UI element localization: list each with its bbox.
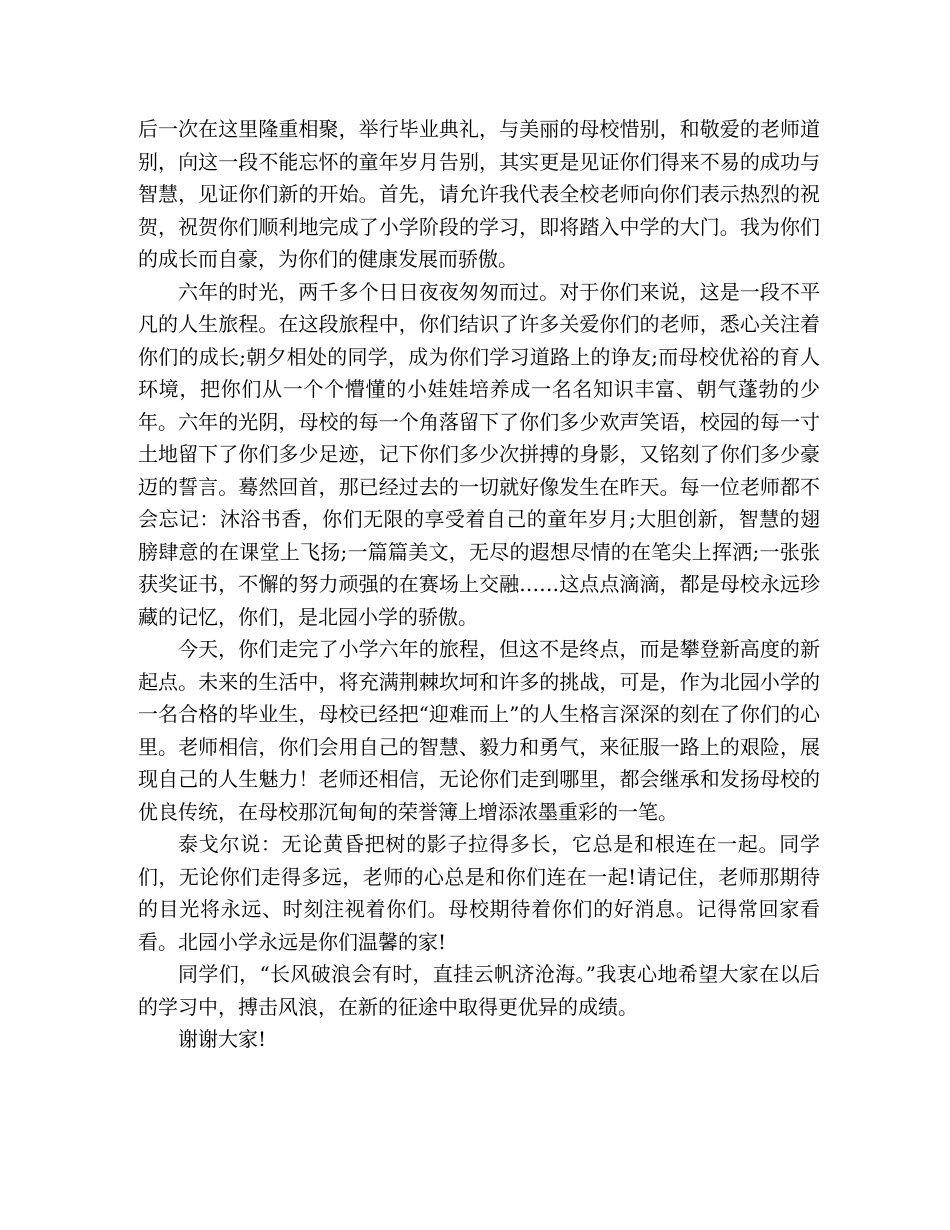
paragraph-tagore-quote: 泰戈尔说：无论黄昏把树的影子拉得多长，它总是和根连在一起。同学们，无论你们走得多远，老师的心总是和你们连在一起!请记住，老师那期待的目光将永远、时刻注视着你们。母校期待着你们的好消息。记得常回家看看。北园小学永远是你们温馨的家! [138, 832, 820, 954]
paragraph-wishes: 同学们，“长风破浪会有时，直挂云帆济沧海。”我衷心地希望大家在以后的学习中，搏击风浪，在新的征途中取得更优异的成绩。 [138, 962, 820, 1019]
paragraph-new-start: 今天，你们走完了小学六年的旅程，但这不是终点，而是攀登新高度的新起点。未来的生活中，将充满荆棘坎坷和许多的挑战，可是，作为北园小学的一名合格的毕业生，母校已经把“迎难而上”的人生格言深深的刻在了你们的心里。老师相信，你们会用自己的智慧、毅力和勇气，来征服一路上的艰险，展现自己的人生魅力！老师还相信，无论你们走到哪里，都会继承和发扬母校的优良传统，在母校那沉甸甸的荣誉簿上增添浓墨重彩的一笔。 [138, 637, 820, 824]
paragraph-thanks: 谢谢大家! [178, 1027, 267, 1051]
speech-body [138, 113, 820, 1056]
paragraph-farewell-opening: 后一次在这里隆重相聚，举行毕业典礼，与美丽的母校惜别，和敬爱的老师道别，向这一段不能忘怀的童年岁月告别，其实更是见证你们得来不易的成功与智慧，见证你们新的开始。首先，请允许我代表全校老师向你们表示热烈的祝贺，祝贺你们顺利地完成了小学阶段的学习，即将踏入中学的大门。我为你们的成长而自豪，为你们的健康发展而骄傲。 [138, 117, 820, 271]
paragraph-six-years: 六年的时光，两千多个日日夜夜匆匆而过。对于你们来说，这是一段不平凡的人生旅程。在这段旅程中，你们结识了许多关爱你们的老师，悉心关注着你们的成长;朝夕相处的同学，成为你们学习道路上的诤友;而母校优裕的育人环境，把你们从一个个懵懂的小娃娃培养成一名名知识丰富、朝气蓬勃的少年。六年的光阴，母校的每一个角落留下了你们多少欢声笑语，校园的每一寸土地留下了你们多少足迹，记下你们多少次拼搏的身影，又铭刻了你们多少豪迈的誓言。蓦然回首，那已经过去的一切就好像发生在昨天。每一位老师都不会忘记：沐浴书香，你们无限的享受着自己的童年岁月;大胆创新，智慧的翅膀肆意的在课堂上飞扬;一篇篇美文，无尽的遐想尽情的在笔尖上挥洒;一张张获奖证书，不懈的努力顽强的在赛场上交融……这点点滴滴，都是母校永远珍藏的记忆，你们，是北园小学的骄傲。 [138, 279, 820, 629]
